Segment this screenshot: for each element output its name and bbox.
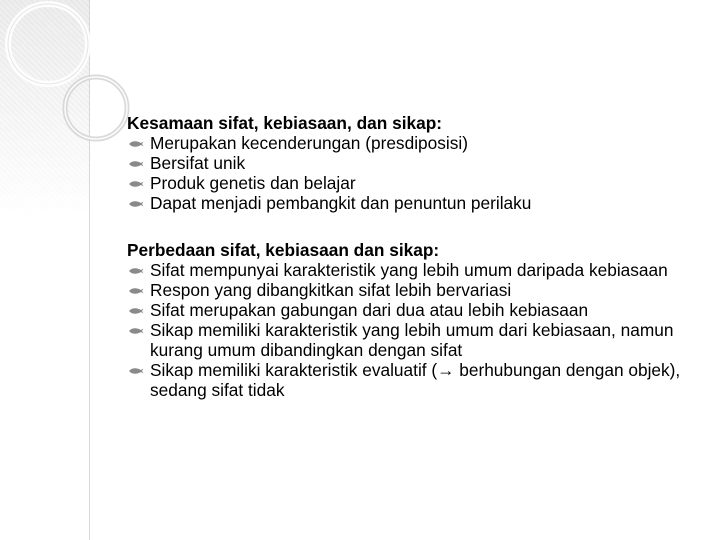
section-differences <box>127 240 707 400</box>
list-item-text: Sikap memiliki karakteristik yang lebih umum dari kebiasaan, namun kurang umum dibandingkan dengan sifat <box>150 320 674 360</box>
list-item-text: Dapat menjadi pembangkit dan penuntun perilaku <box>150 193 532 213</box>
list-item <box>127 153 707 173</box>
leaf-bullet-icon <box>128 267 144 275</box>
section-heading: Perbedaan sifat, kebiasaan dan sikap: <box>127 240 440 260</box>
leaf-bullet-icon <box>128 160 144 168</box>
list-item-text: Produk genetis dan belajar <box>150 173 356 193</box>
leaf-bullet-icon <box>128 200 144 208</box>
list-item-text: Sifat merupakan gabungan dari dua atau lebih kebiasaan <box>150 300 589 320</box>
list-item <box>127 280 707 300</box>
section-heading: Kesamaan sifat, kebiasaan, dan sikap: <box>127 113 443 133</box>
list-item <box>127 173 707 193</box>
list-item-text: Respon yang dibangkitkan sifat lebih bervariasi <box>150 280 512 300</box>
list-item-text: Bersifat unik <box>150 153 246 173</box>
leaf-bullet-icon <box>128 307 144 315</box>
decorative-circle-small-highlight <box>65 77 127 139</box>
decorative-circle-large-outline <box>8 4 88 84</box>
section-similarities <box>127 113 707 213</box>
list-item <box>127 320 707 360</box>
leaf-bullet-icon <box>128 140 144 148</box>
list-item-text: Sikap memiliki karakteristik evaluatif (→ berhubungan dengan objek), sedang sifat tidak <box>150 360 681 400</box>
leaf-bullet-icon <box>128 180 144 188</box>
bullet-list <box>127 133 707 213</box>
bullet-list <box>127 260 707 400</box>
leaf-bullet-icon <box>128 327 144 335</box>
list-item <box>127 300 707 320</box>
slide-content <box>127 113 707 400</box>
leaf-bullet-icon <box>128 287 144 295</box>
list-item <box>127 260 707 280</box>
list-item <box>127 360 707 400</box>
leaf-bullet-icon <box>128 367 144 375</box>
list-item <box>127 133 707 153</box>
list-item-text: Merupakan kecenderungan (presdiposisi) <box>150 133 468 153</box>
list-item-text: Sifat mempunyai karakteristik yang lebih umum daripada kebiasaan <box>150 260 668 280</box>
list-item <box>127 193 707 213</box>
